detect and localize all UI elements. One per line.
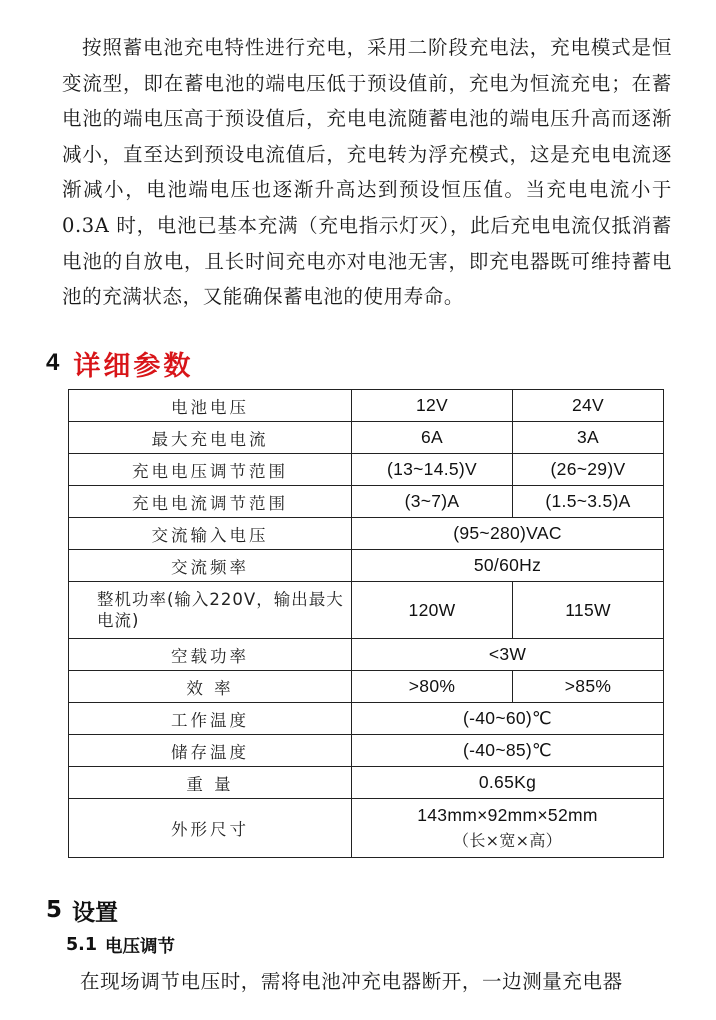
value-24v: 3A (513, 422, 664, 454)
value-24v: >85% (513, 671, 664, 703)
section-4-heading (46, 343, 193, 383)
row-label: 电池电压 (69, 390, 352, 422)
section-5-1-paragraph: 在现场调节电压时，需将电池冲充电器断开，一边测量充电器 (80, 970, 623, 993)
row-label: 效 率 (69, 671, 352, 703)
section-5-number: 5 (46, 897, 63, 923)
table-row-no-load-power (69, 639, 664, 671)
section-5-1-number: 5.1 (66, 935, 98, 955)
value-shared: (95~280)VAC (352, 518, 664, 550)
value-24v: (1.5~3.5)A (513, 486, 664, 518)
section-4-number: 4 (46, 349, 60, 376)
row-label: 充电电流调节范围 (69, 486, 352, 518)
value-shared: 0.65Kg (352, 767, 664, 799)
row-label: 工作温度 (69, 703, 352, 735)
value-24v: (26~29)V (513, 454, 664, 486)
value-12v: 6A (352, 422, 513, 454)
table-row-battery-voltage (69, 390, 664, 422)
value-12v: 12V (352, 390, 513, 422)
row-label: 交流频率 (69, 550, 352, 582)
parameters-table (68, 389, 664, 858)
table-row-ac-input-voltage (69, 518, 664, 550)
row-label: 交流输入电压 (69, 518, 352, 550)
row-label: 充电电压调节范围 (69, 454, 352, 486)
value-12v: (3~7)A (352, 486, 513, 518)
table-row-operating-temp (69, 703, 664, 735)
value-12v: 120W (352, 582, 513, 639)
table-row-full-power (69, 582, 664, 639)
intro-paragraph: 按照蓄电池充电特性进行充电，采用二阶段充电法，充电模式是恒变流型，即在蓄电池的端电压低于预设值前，充电为恒流充电；在蓄电池的端电压高于预设值后，充电电流随蓄电池的端电压升高而逐渐减小，直至达到预设电流值后，充电转为浮充模式，这是充电电流逐渐减小，电池端电压也逐渐升高达到预设恒压值。当充电电流小于 0.3A 时，电池已基本充满（充电指示灯灭），此后充电电流仅抵消蓄电池的自放电，且长时间充电亦对电池无害，即充电器既可维持蓄电池的充满状态，又能确保蓄电池的使用寿命。 (62, 36, 672, 309)
table-row-weight (69, 767, 664, 799)
table-row-charge-voltage-range (69, 454, 664, 486)
table-row-efficiency (69, 671, 664, 703)
value-shared (352, 799, 664, 858)
value-12v: (13~14.5)V (352, 454, 513, 486)
row-label: 最大充电电流 (69, 422, 352, 454)
row-label: 重 量 (69, 767, 352, 799)
row-label: 空载功率 (69, 639, 352, 671)
table-row-ac-frequency (69, 550, 664, 582)
value-shared: <3W (352, 639, 664, 671)
value-shared: (-40~60)℃ (352, 703, 664, 735)
section-5-heading (46, 893, 118, 927)
table-row-charge-current-range (69, 486, 664, 518)
row-label: 整机功率(输入220V，输出最大电流) (69, 582, 352, 639)
section-4-title: 详细参数 (73, 350, 194, 382)
dimensions-note: （长×宽×高） (453, 831, 562, 850)
section-5-1-heading (66, 932, 175, 958)
value-24v: 24V (513, 390, 664, 422)
row-label: 储存温度 (69, 735, 352, 767)
value-24v: 115W (513, 582, 664, 639)
table-row-max-charge-current (69, 422, 664, 454)
section-5-1-title: 电压调节 (105, 936, 176, 957)
dimensions-value: 143mm×92mm×52mm (417, 805, 598, 825)
value-shared: (-40~85)℃ (352, 735, 664, 767)
value-12v: >80% (352, 671, 513, 703)
table-row-storage-temp (69, 735, 664, 767)
table-row-dimensions (69, 799, 664, 858)
section-5-title: 设置 (72, 899, 119, 926)
row-label: 外形尺寸 (69, 799, 352, 858)
value-shared: 50/60Hz (352, 550, 664, 582)
